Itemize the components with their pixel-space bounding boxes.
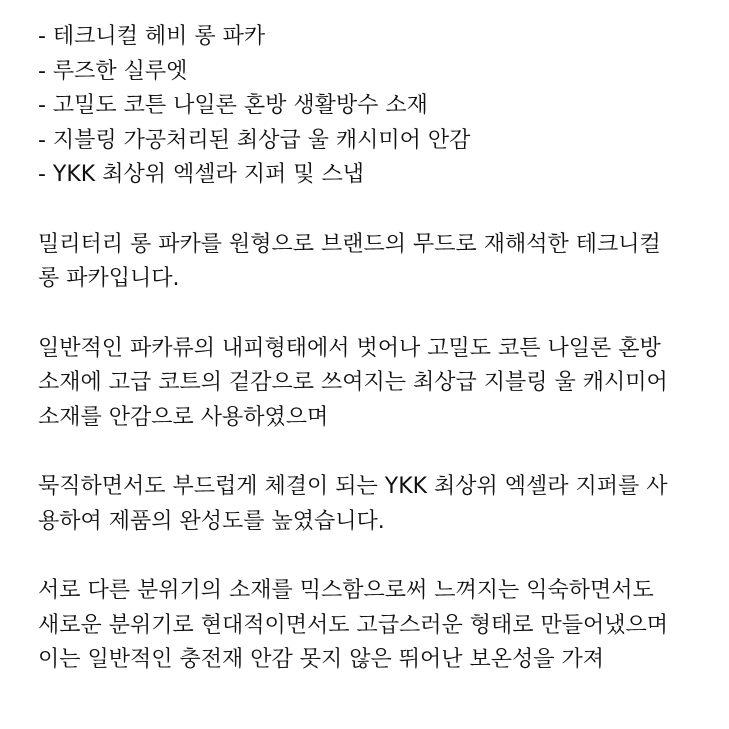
- feature-item: - 지블링 가공처리된 최상급 울 캐시미어 안감: [38, 127, 471, 153]
- paragraph-zipper: [38, 470, 698, 539]
- paragraph-line: 용하여 제품의 완성도를 높였습니다.: [38, 508, 385, 534]
- spacer: [38, 193, 698, 228]
- paragraph-line: 밀리터리 롱 파카를 원형으로 브랜드의 무드로 재해석한 테크니컬: [38, 231, 661, 257]
- spacer: [38, 539, 698, 574]
- feature-item: - YKK 최상위 엑셀라 지퍼 및 스냅: [38, 162, 364, 187]
- paragraph-line: 일반적인 파카류의 내피형태에서 벗어나 고밀도 코튼 나일론 혼방: [38, 335, 661, 361]
- spacer: [38, 435, 698, 470]
- paragraph-line: 롱 파카입니다.: [38, 266, 180, 291]
- paragraph-material: [38, 332, 698, 436]
- feature-item: - 고밀도 코튼 나일론 혼방 생활방수 소재: [38, 93, 428, 118]
- feature-list: [38, 20, 698, 193]
- paragraph-line: 묵직하면서도 부드럽게 체결이 되는 YKK 최상위 엑셀라 지퍼를 사: [38, 474, 668, 499]
- paragraph-line: 새로운 분위기로 현대적이면서도 고급스러운 형태로 만들어냈으며: [38, 612, 669, 638]
- paragraph-line: 이는 일반적인 충전재 안감 못지 않은 뛰어난 보온성을 가져: [38, 647, 604, 672]
- paragraph-intro: [38, 228, 698, 297]
- feature-item: - 루즈한 실루엣: [38, 58, 188, 84]
- feature-item: - 테크니컬 헤비 롱 파카: [38, 24, 266, 49]
- paragraph-line: 소재를 안감으로 사용하였으며: [38, 404, 329, 430]
- product-description: [38, 20, 698, 678]
- paragraph-mix: [38, 574, 698, 678]
- paragraph-line: 소재에 고급 코트의 겉감으로 쓰여지는 최상급 지블링 울 캐시미어: [38, 370, 668, 395]
- spacer: [38, 297, 698, 332]
- paragraph-line: 서로 다른 분위기의 소재를 믹스함으로써 느껴지는 익숙하면서도: [38, 578, 654, 603]
